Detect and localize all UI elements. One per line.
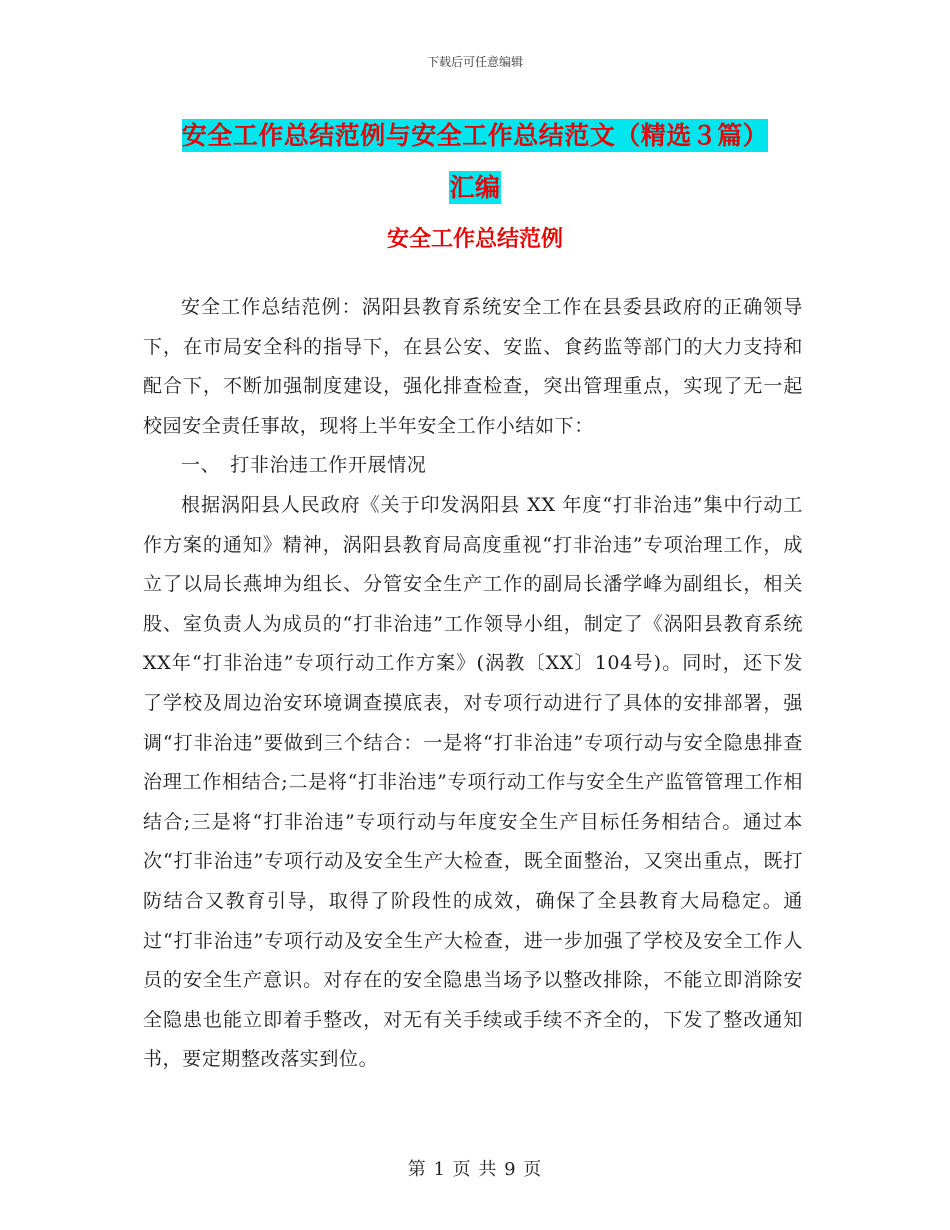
document-body	[143, 288, 803, 1080]
document-title-line1: 安全工作总结范例与安全工作总结范文（精选３篇）	[181, 121, 769, 150]
paragraph-main: 根据涡阳县人民政府《关于印发涡阳县 XX 年度“打非治违”集中行动工作方案的通知》精神，涡阳县教育局高度重视“打非治违”专项治理工作，成立了以局长燕坤为组长、分管安全生产工作的副局长潘学峰为副组长，相关股、室负责人为成员的“打非治违”工作领导小组，制定了《涡阳县教育系统XX年“打非治违”专项行动工作方案》(涡教〔XX〕104号)。同时，还下发了学校及周边治安环境调查摸底表，对专项行动进行了具体的安排部署，强调“打非治违”要做到三个结合：一是将“打非治违”专项行动与安全隐患排查治理工作相结合;二是将“打非治违”专项行动工作与安全生产监管管理工作相结合;三是将“打非治违”专项行动与年度安全生产目标任务相结合。通过本次“打非治违”专项行动及安全生产大检查，既全面整治，又突出重点，既打防结合又教育引导，取得了阶段性的成效，确保了全县教育大局稳定。通过“打非治违”专项行动及安全生产大检查，进一步加强了学校及安全工作人员的安全生产意识。对存在的安全隐患当场予以整改排除，不能立即消除安全隐患也能立即着手整改，对无有关手续或手续不齐全的，下发了整改通知书，要定期整改落实到位。	[143, 493, 803, 1071]
document-title-line2: 汇编	[449, 173, 501, 202]
header-note: 下载后可任意编辑	[426, 55, 523, 69]
page-footer: 第 1 页 共 9 页	[407, 1159, 543, 1180]
paragraph-intro: 安全工作总结范例：涡阳县教育系统安全工作在县委县政府的正确领导下，在市局安全科的指导下，在县公安、安监、食药监等部门的大力支持和配合下，不断加强制度建设，强化排查检查，突出管理重点，实现了无一起校园安全责任事故，现将上半年安全工作小结如下：	[143, 296, 803, 437]
document-title	[130, 110, 820, 214]
section-title: 安全工作总结范例	[386, 227, 563, 252]
paragraph-heading-1: 一、 打非治违工作开展情况	[181, 454, 427, 477]
